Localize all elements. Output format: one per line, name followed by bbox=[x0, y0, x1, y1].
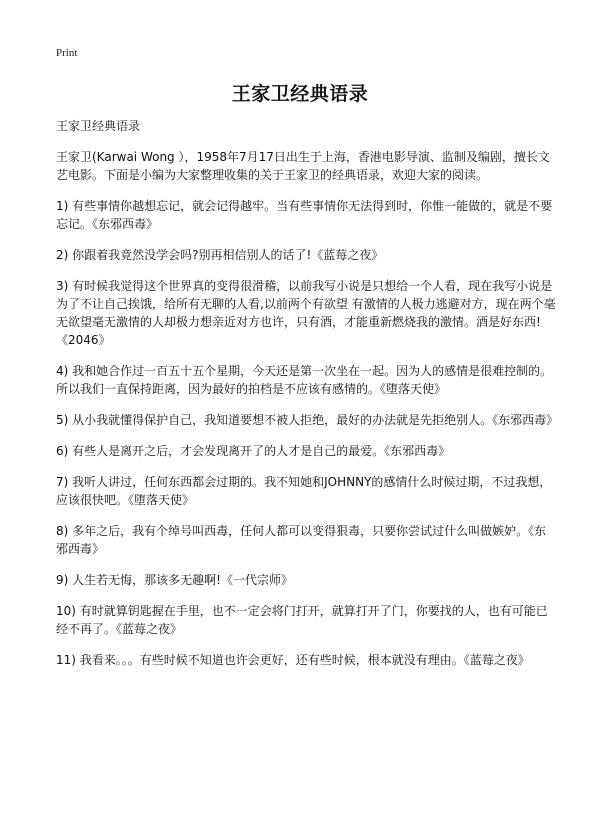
print-link[interactable]: Print bbox=[56, 47, 78, 59]
quote-item: 8) 多年之后，我有个绰号叫西毒，任何人都可以变得狠毒，只要你尝试过什么叫做嫉妒。《东邪西毒》 bbox=[56, 524, 547, 556]
quote-item: 9) 人生若无悔，那该多无趣啊!《一代宗师》 bbox=[56, 573, 293, 587]
quote-item: 3) 有时候我觉得这个世界真的变得很滑稽，以前我写小说是只想给一个人看，现在我写小说是为了不让自己挨饿，给所有无聊的人看,以前两个有欲望 有激情的人极力逃避对方，现在两个毫无欲望毫无激情的人却极力想亲近对方也许，只有酒，才能重新燃烧我的激情。酒是好东西!《2046》 bbox=[56, 279, 556, 347]
article-subtitle: 王家卫经典语录 bbox=[56, 119, 141, 133]
page-title: 王家卫经典语录 bbox=[231, 83, 369, 105]
article-intro: 王家卫(Karwai Wong ），1958年7月17日出生于上海，香港电影导演、监制及编剧，擅长文艺电影。下面是小编为大家整理收集的关于王家卫的经典语录，欢迎大家的阅读。 bbox=[56, 150, 550, 182]
quote-item: 11) 我看来。。。有些时候不知道也许会更好，还有些时候，根本就没有理由。《蓝莓之夜》 bbox=[56, 653, 530, 667]
quote-item: 4) 我和她合作过一百五十五个星期，今天还是第一次坐在一起。因为人的感情是很难控制的。所以我们一直保持距离，因为最好的拍档是不应该有感情的。《堕落天使》 bbox=[56, 364, 553, 396]
quote-item: 2) 你跟着我竟然没学会吗?别再相信别人的话了!《蓝莓之夜》 bbox=[56, 248, 384, 262]
quote-item: 10) 有时就算钥匙握在手里，也不一定会将门打开，就算打开了门，你要找的人，也有可能已经不再了。《蓝莓之夜》 bbox=[56, 604, 548, 636]
quote-list bbox=[56, 197, 559, 669]
quote-item: 5) 从小我就懂得保护自己，我知道要想不被人拒绝，最好的办法就是先拒绝别人。《东邪西毒》 bbox=[56, 413, 559, 427]
quote-item: 6) 有些人是离开之后，才会发现离开了的人才是自己的最爱。《东邪西毒》 bbox=[56, 444, 451, 458]
quote-item: 1) 有些事情你越想忘记，就会记得越牢。当有些事情你无法得到时，你惟一能做的，就是不要忘记。《东邪西毒》 bbox=[56, 199, 553, 231]
article-body bbox=[56, 117, 559, 682]
quote-item: 7) 我听人讲过，任何东西都会过期的。我不知她和JOHNNY的感情什么时候过期，不过我想，应该很快吧。《堕落天使》 bbox=[56, 475, 552, 507]
